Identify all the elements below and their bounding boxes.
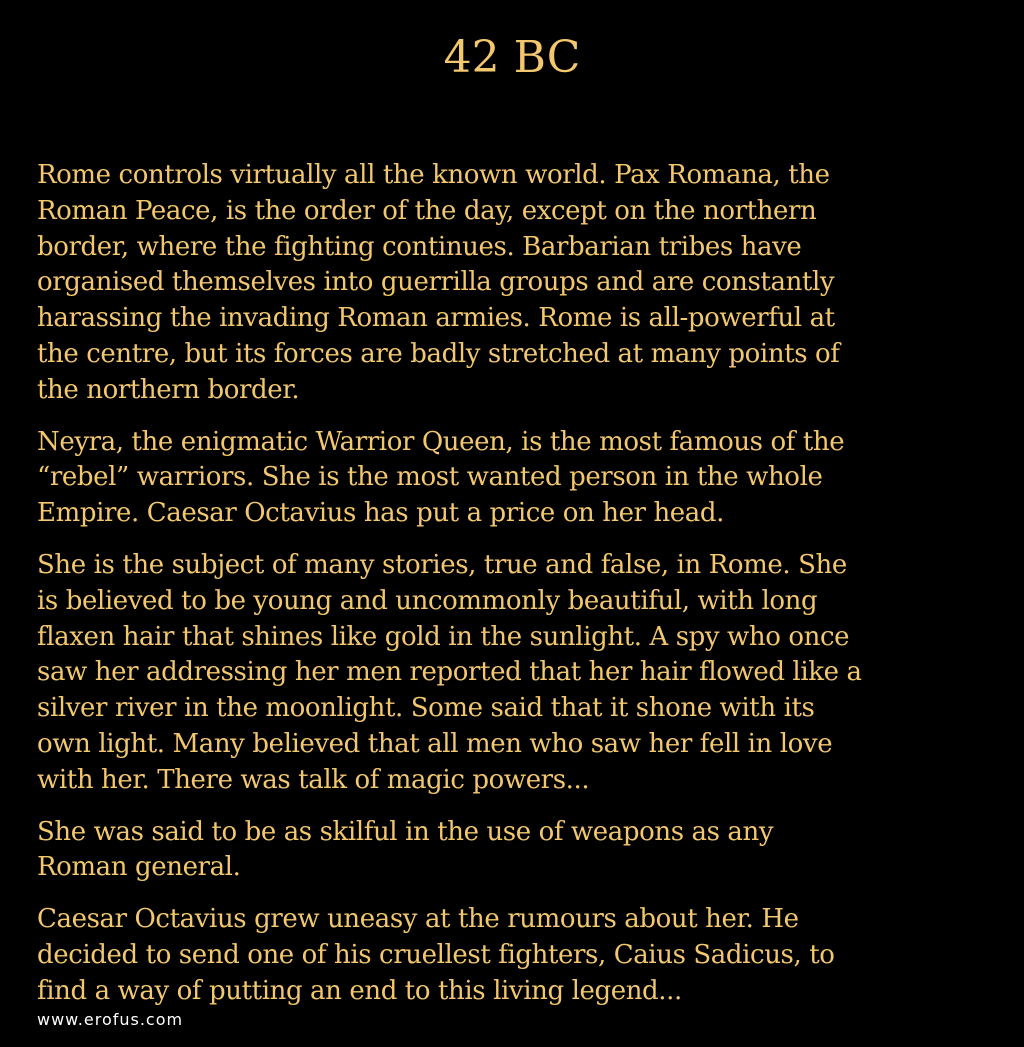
paragraph-weapons: She was said to be as skilful in the use of weapons as any Roman general.: [37, 816, 774, 883]
page-title: 42 BC: [443, 32, 581, 83]
story-body: [37, 158, 987, 1010]
paragraph-caesar: Caesar Octavius grew uneasy at the rumours about her. He decided to send one of his cruellest fighters, Caius Sadicus, to find a way of putting an end to this living legend...: [37, 904, 835, 1006]
watermark-text: www.erofus.com: [37, 1010, 184, 1029]
paragraph-stories: She is the subject of many stories, true and false, in Rome. She is believed to be young and uncommonly beautiful, with long flaxen hair that shines like gold in the sunlight. A spy who once saw her addressing her men reported that her hair flowed like a silver river in the moonlight. Some said that it shone with its own light. Many believed that all men who saw her fell in love with her. There was talk of magic powers...: [37, 549, 862, 795]
paragraph-neyra: Neyra, the enigmatic Warrior Queen, is the most famous of the “rebel” warriors. She is the most wanted person in the whole Empire. Caesar Octavius has put a price on her head.: [37, 426, 845, 529]
paragraph-rome: Rome controls virtually all the known world. Pax Romana, the Roman Peace, is the order of the day, except on the northern border, where the fighting continues. Barbarian tribes have organised themselves into guerrilla groups and are constantly harassing the invading Roman armies. Rome is all-powerful at the centre, but its forces are badly stretched at many points of the northern border.: [37, 160, 840, 405]
